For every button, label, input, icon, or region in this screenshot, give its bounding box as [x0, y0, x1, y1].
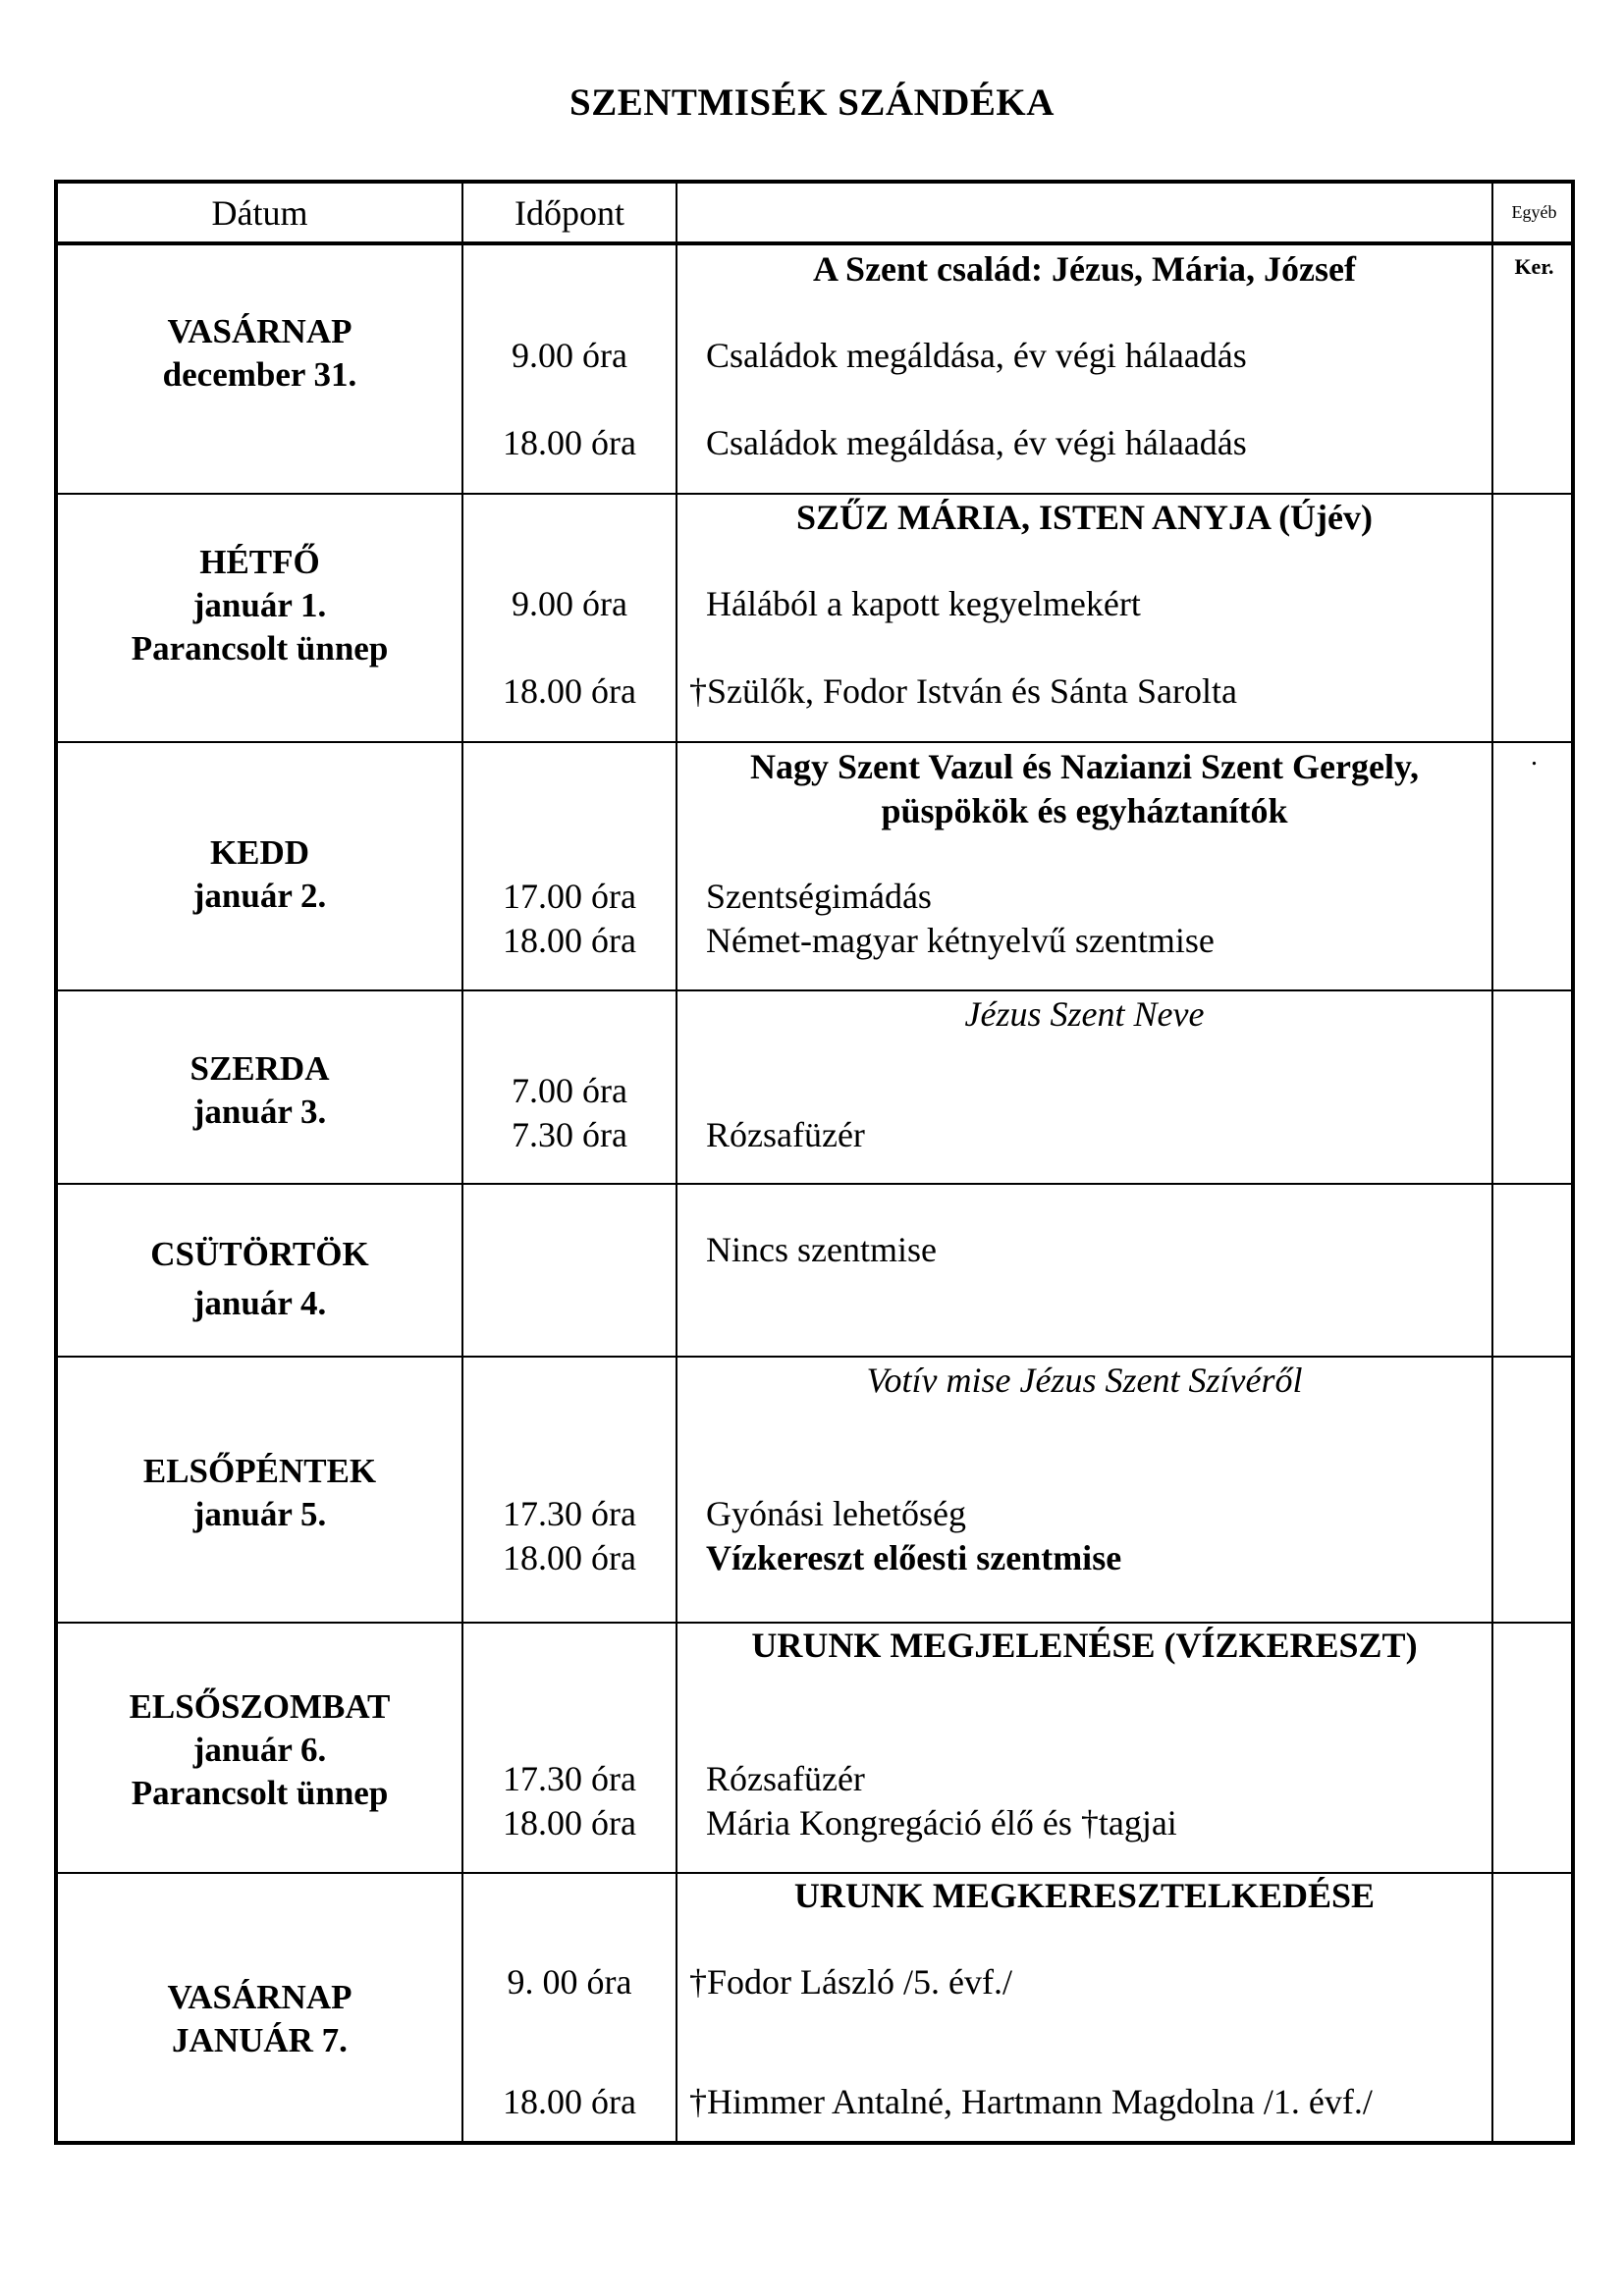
row-divider — [58, 493, 1571, 495]
holiday-note: Parancsolt ünnep — [131, 1774, 389, 1812]
header-date: Dátum — [211, 192, 308, 233]
date-text: január 3. — [192, 1093, 327, 1131]
feast-line: püspökök és egyháztanítók — [881, 791, 1288, 830]
row-date — [58, 1450, 461, 1536]
header-time: Időpont — [514, 192, 624, 233]
mass-time: 17.30 óra — [503, 1494, 636, 1533]
mass-time: 18.00 óra — [503, 1538, 636, 1577]
mass-time: 9. 00 óra — [507, 1962, 632, 2002]
mass-time: 18.00 óra — [503, 921, 636, 960]
header-divider — [58, 241, 1571, 245]
row-divider — [58, 989, 1571, 991]
row-date — [58, 1976, 461, 2062]
row-divider — [58, 1356, 1571, 1358]
mass-time: 18.00 óra — [503, 423, 636, 462]
mass-time: 7.00 óra — [512, 1071, 627, 1110]
row-date — [58, 541, 461, 670]
mass-intention: Hálából a kapott kegyelmekért — [706, 584, 1141, 623]
mass-time: 9.00 óra — [512, 336, 627, 375]
day-name: ELSŐSZOMBAT — [129, 1687, 391, 1726]
row-date — [58, 310, 461, 397]
header-intent — [677, 184, 1491, 241]
mass-intention: Vízkereszt előesti szentmise — [706, 1538, 1122, 1577]
feast-title: A Szent család: Jézus, Mária, József — [813, 249, 1356, 289]
mass-intention: Családok megáldása, év végi hálaadás — [706, 423, 1247, 462]
mass-intention: Rózsafüzér — [706, 1115, 865, 1154]
mass-time: 18.00 óra — [503, 671, 636, 711]
mass-intention: Nincs szentmise — [706, 1230, 937, 1269]
mass-time: 18.00 óra — [503, 1803, 636, 1842]
mass-time: 9.00 óra — [512, 584, 627, 623]
feast-title: URUNK MEGJELENÉSE (VÍZKERESZT) — [751, 1626, 1418, 1665]
feast-title: SZŰZ MÁRIA, ISTEN ANYJA (Újév) — [795, 498, 1374, 537]
other-note: Ker. — [1514, 254, 1554, 279]
mass-time: 17.00 óra — [503, 877, 636, 916]
holiday-note: Parancsolt ünnep — [131, 629, 389, 667]
feast-title: Jézus Szent Neve — [964, 994, 1205, 1034]
date-text: január 4. — [192, 1284, 327, 1322]
row-divider — [58, 1183, 1571, 1185]
row-date — [58, 1685, 461, 1815]
mass-intention: Mária Kongregáció élő és †tagjai — [706, 1803, 1177, 1842]
row-date — [58, 831, 461, 918]
feast-line: Nagy Szent Vazul és Nazianzi Szent Gergely, — [750, 747, 1419, 786]
mass-time: 18.00 óra — [503, 2082, 636, 2121]
day-name: VASÁRNAP — [167, 1978, 352, 2016]
date-text: JANUÁR 7. — [172, 2021, 348, 2059]
feast-title: URUNK MEGKERESZTELKEDÉSE — [793, 1876, 1376, 1915]
mass-intention: †Fodor László /5. évf./ — [689, 1962, 1012, 2002]
date-text: január 5. — [192, 1495, 327, 1533]
row-date — [58, 1230, 461, 1328]
feast-title: Votív mise Jézus Szent Szívéről — [866, 1361, 1303, 1400]
date-text: január 6. — [192, 1731, 327, 1769]
day-name: VASÁRNAP — [167, 312, 352, 350]
column-divider — [461, 184, 463, 2141]
mass-intention: Szentségimádás — [706, 877, 932, 916]
mass-intention: †Szülők, Fodor István és Sánta Sarolta — [689, 671, 1237, 711]
mass-time: 17.30 óra — [503, 1759, 636, 1798]
column-divider — [676, 184, 677, 2141]
mass-intention: †Himmer Antalné, Hartmann Magdolna /1. évf./ — [689, 2082, 1373, 2121]
day-name: HÉTFŐ — [199, 543, 320, 581]
mass-intention: Gyónási lehetőség — [706, 1494, 966, 1533]
day-name: CSÜTÖRTÖK — [150, 1235, 369, 1273]
page-title: SZENTMISÉK SZÁNDÉKA — [569, 81, 1055, 124]
mass-schedule-table — [54, 180, 1575, 2145]
mass-intention: Német-magyar kétnyelvű szentmise — [706, 921, 1215, 960]
date-text: január 1. — [192, 586, 327, 624]
day-name: SZERDA — [189, 1049, 330, 1088]
header-other: Egyéb — [1511, 202, 1557, 222]
row-divider — [58, 741, 1571, 743]
other-note: . — [1531, 741, 1538, 772]
day-name: ELSŐPÉNTEK — [142, 1452, 377, 1490]
feast-title — [677, 745, 1491, 833]
date-text: december 31. — [162, 355, 357, 394]
mass-intention: Rózsafüzér — [706, 1759, 865, 1798]
date-text: január 2. — [192, 877, 327, 915]
day-name: KEDD — [209, 833, 310, 872]
column-divider — [1491, 184, 1493, 2141]
mass-intention: Családok megáldása, év végi hálaadás — [706, 336, 1247, 375]
mass-time: 7.30 óra — [512, 1115, 627, 1154]
row-date — [58, 1047, 461, 1134]
